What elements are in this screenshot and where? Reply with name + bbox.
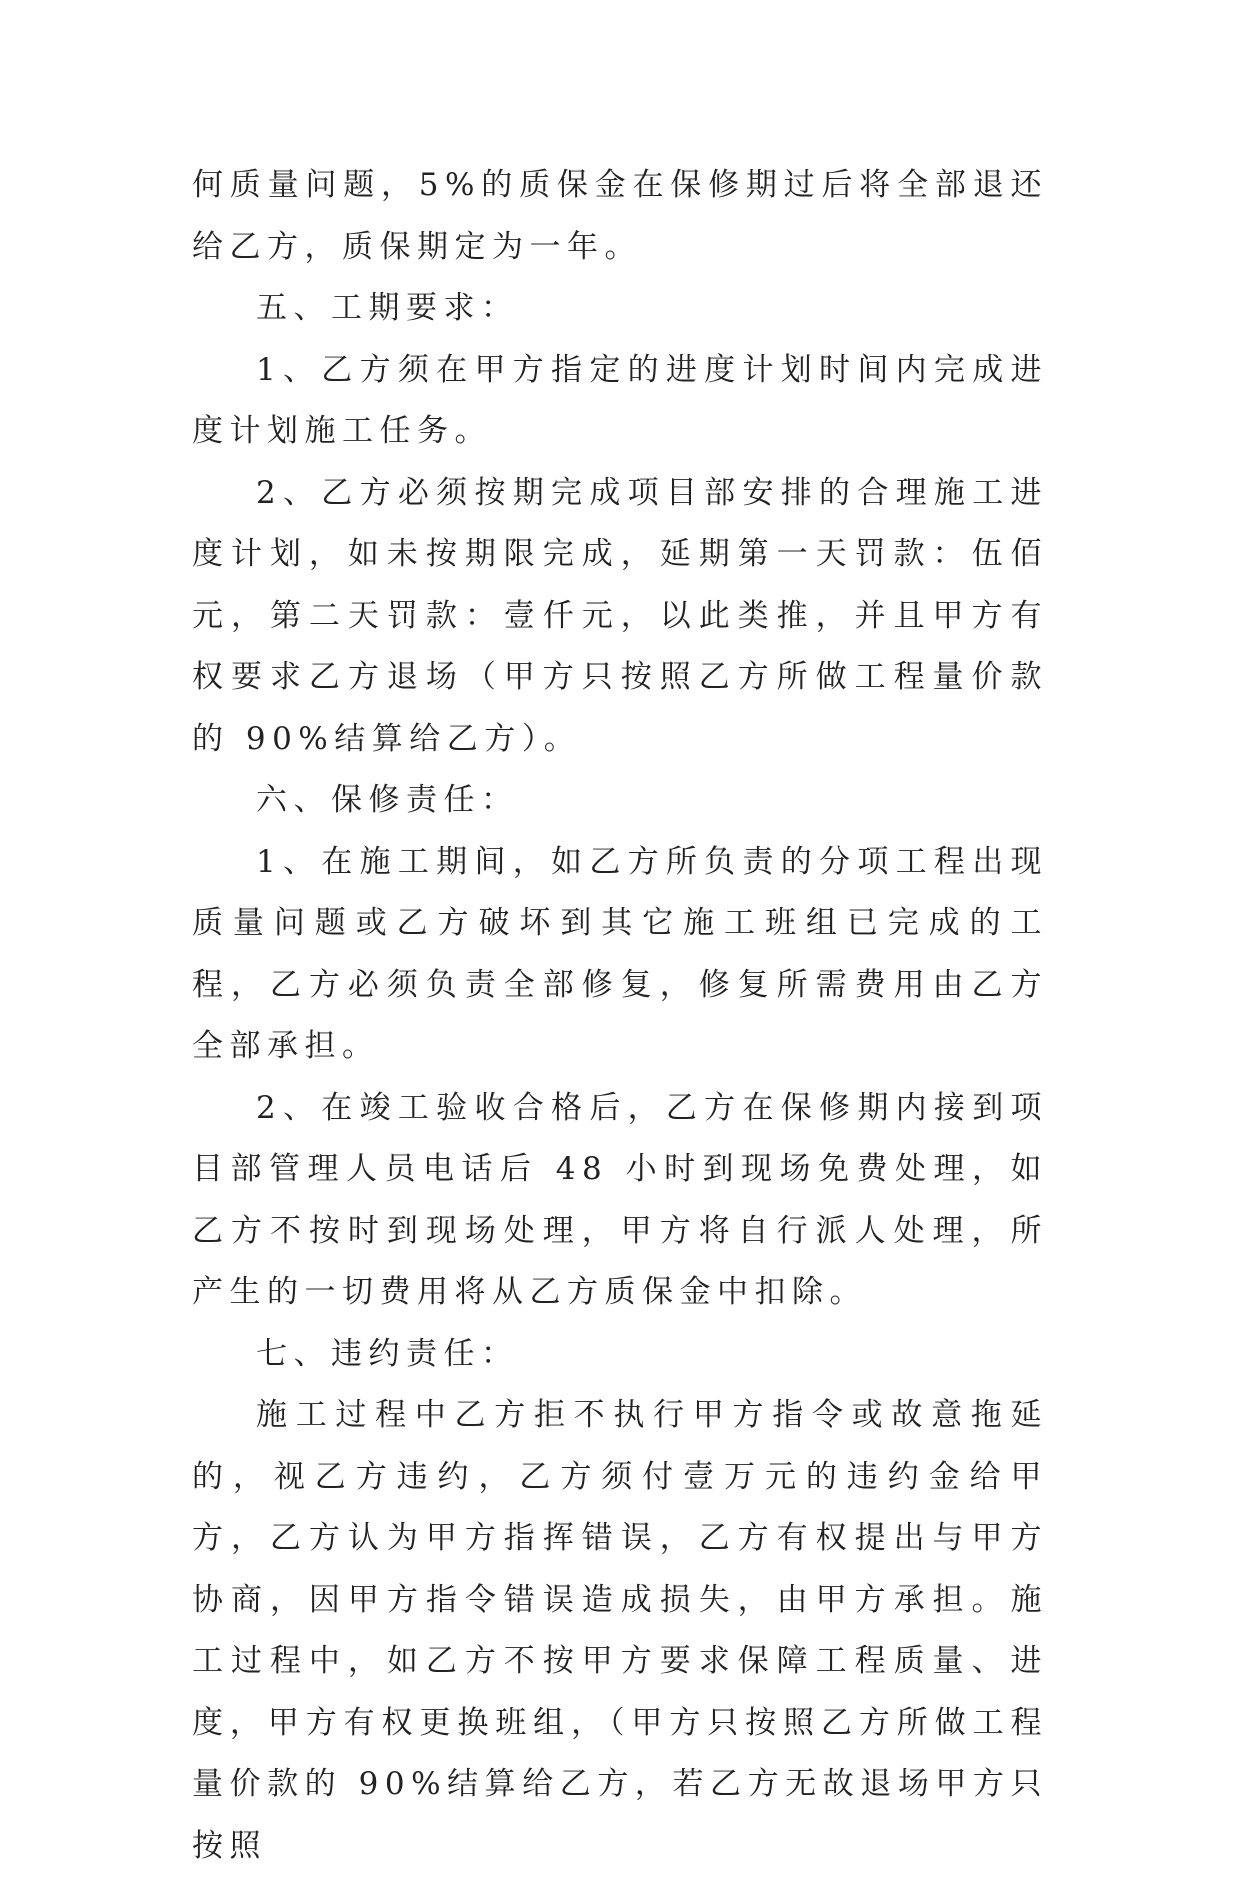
heading-breach-liability: 七、违约责任： (256, 1335, 519, 1372)
document-body (192, 155, 1048, 1877)
heading-warranty-responsibility: 六、保修责任： (256, 782, 519, 818)
paragraph-schedule-2: 2、乙方必须按期完成项目部安排的合理施工进度计划，如未按期限完成，延期第一天罚款：伍佰元，第二天罚款：壹仟元，以此类推，并且甲方有权要求乙方退场（甲方只按照乙方所做工程量价款的 90%结算给乙方）。 (192, 474, 1048, 757)
paragraph-breach: 施工过程中乙方拒不执行甲方指令或故意拖延的，视乙方违约，乙方须付壹万元的违约金给甲方，乙方认为甲方指挥错误，乙方有权提出与甲方协商，因甲方指令错误造成损失，由甲方承担。施工过程中，如乙方不按甲方要求保障工程质量、进度，甲方有权更换班组，（甲方只按照乙方所做工程量价款的 90%结算给乙方，若乙方无故退场甲方只按照 (192, 1397, 1048, 1864)
heading-schedule-requirements: 五、工期要求： (256, 290, 519, 326)
paragraph-warranty-tail: 何质量问题，5%的质保金在保修期过后将全部退还给乙方，质保期定为一年。 (192, 167, 1048, 265)
paragraph-warranty-1: 1、在施工期间，如乙方所负责的分项工程出现质量问题或乙方破坏到其它施工班组已完成的工程，乙方必须负责全部修复，修复所需费用由乙方全部承担。 (192, 843, 1048, 1064)
paragraph-warranty-2: 2、在竣工验收合格后，乙方在保修期内接到项目部管理人员电话后 48 小时到现场免费处理，如乙方不按时到现场处理，甲方将自行派人处理，所产生的一切费用将从乙方质保金中扣除。 (192, 1089, 1048, 1310)
paragraph-schedule-1: 1、乙方须在甲方指定的进度计划时间内完成进度计划施工任务。 (192, 351, 1048, 449)
